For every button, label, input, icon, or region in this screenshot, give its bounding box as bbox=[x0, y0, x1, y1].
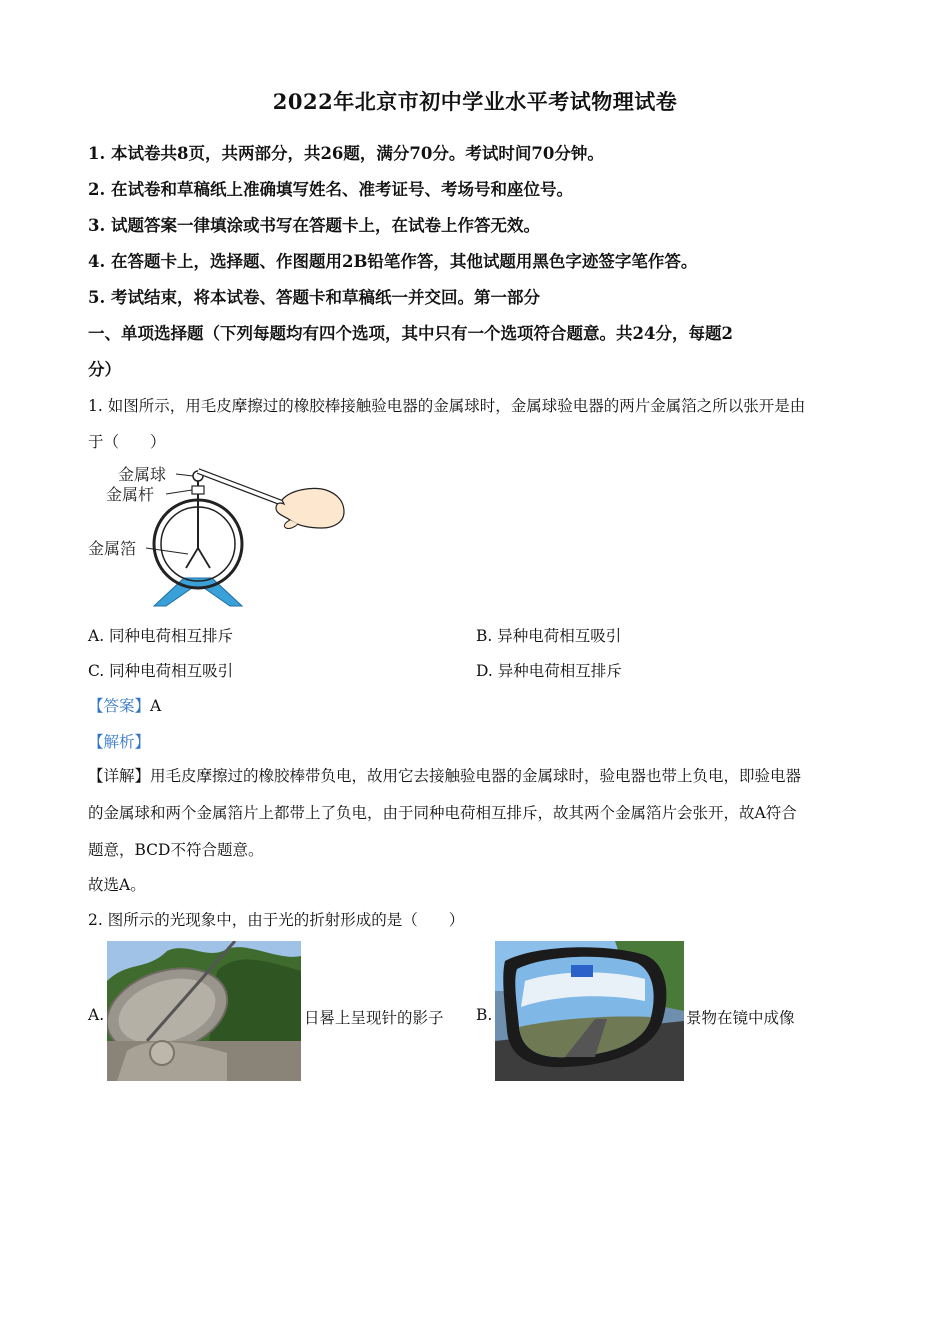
metal-foil-right bbox=[198, 548, 210, 568]
q1-option-a: A. 同种电荷相互排斥 bbox=[88, 627, 234, 645]
instruction-5: 5. 考试结束，将本试卷、答题卡和草稿纸一并交回。第一部分 bbox=[88, 288, 540, 307]
detail-tag: 【详解】 bbox=[88, 767, 151, 785]
q1-detail-line3: 题意，BCD不符合题意。 bbox=[88, 841, 264, 859]
q2-option-b-letter: B. bbox=[476, 1006, 493, 1024]
q1-answer-line bbox=[88, 694, 161, 716]
metal-foil-left bbox=[186, 548, 198, 568]
analysis-tag: 【解析】 bbox=[88, 733, 151, 751]
label-metal-ball: 金属球 bbox=[118, 465, 167, 484]
q1-option-c: C. 同种电荷相互吸引 bbox=[88, 662, 234, 680]
side-mirror-photo bbox=[495, 941, 684, 1081]
q2-stem: 2. 图所示的光现象中，由于光的折射形成的是（ ） bbox=[88, 911, 465, 929]
label-metal-foil: 金属箔 bbox=[88, 539, 137, 558]
q2-option-a-caption: 日晷上呈现针的影子 bbox=[304, 1009, 444, 1027]
answer-tag: 【答案】 bbox=[88, 697, 151, 715]
q1-stem-line1: 1. 如图所示，用毛皮摩擦过的橡胶棒接触验电器的金属球时，金属球验电器的两片金属箔之所以张开是由 bbox=[88, 397, 806, 415]
q1-conclusion: 故选A。 bbox=[88, 876, 146, 894]
detail-text-1: 用毛皮摩擦过的橡胶棒带负电，故用它去接触验电器的金属球时，验电器也带上负电，即验电器 bbox=[150, 767, 802, 785]
sundial-photo bbox=[107, 941, 301, 1081]
q1-detail-line1 bbox=[88, 764, 801, 786]
section-heading-line1: 一、单项选择题（下列每题均有四个选项，其中只有一个选项符合题意。共24分，每题2 bbox=[88, 324, 733, 343]
page-title: 2022年北京市初中学业水平考试物理试卷 bbox=[272, 89, 678, 114]
q1-option-d: D. 异种电荷相互排斥 bbox=[476, 662, 622, 680]
instruction-4: 4. 在答题卡上，选择题、作图题用2B铅笔作答，其他试题用黑色字迹签字笔作答。 bbox=[88, 252, 698, 271]
instruction-3: 3. 试题答案一律填涂或书写在答题卡上，在试卷上作答无效。 bbox=[88, 216, 540, 235]
q1-option-b: B. 异种电荷相互吸引 bbox=[476, 627, 622, 645]
q2-option-b-caption: 景物在镜中成像 bbox=[686, 1009, 795, 1027]
label-metal-rod: 金属杆 bbox=[106, 485, 155, 504]
q1-stem-line2: 于（ ） bbox=[88, 433, 166, 451]
electroscope-stand bbox=[154, 578, 242, 606]
q1-analysis-line bbox=[88, 730, 150, 752]
section-heading-line2: 分） bbox=[88, 360, 121, 379]
answer-value: A bbox=[150, 697, 162, 715]
q2-option-a-letter: A. bbox=[88, 1006, 105, 1024]
instruction-1: 1. 本试卷共8页，共两部分，共26题，满分70分。考试时间70分钟。 bbox=[88, 144, 604, 163]
q1-detail-line2: 的金属球和两个金属箔片上都带上了负电，由于同种电荷相互排斥，故其两个金属箔片会张开，故A符合 bbox=[88, 804, 797, 822]
electroscope-figure bbox=[86, 456, 356, 612]
instruction-2: 2. 在试卷和草稿纸上准确填写姓名、准考证号、考场号和座位号。 bbox=[88, 180, 573, 199]
